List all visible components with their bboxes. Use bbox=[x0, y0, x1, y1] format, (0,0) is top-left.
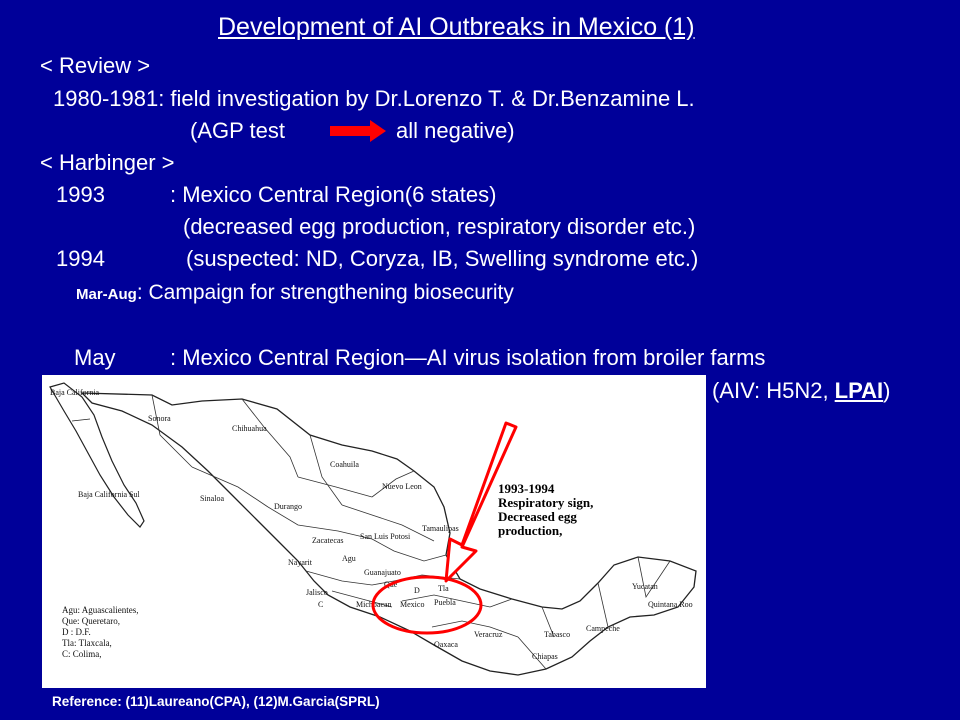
agp-test-result: all negative) bbox=[396, 118, 515, 143]
map-note-respiratory: Respiratory sign, bbox=[498, 495, 594, 510]
review-line: 1980-1981: field investigation by Dr.Lorenzo T. & Dr.Benzamine L. bbox=[53, 86, 695, 111]
legend-que: Que: Queretaro, bbox=[62, 616, 120, 626]
aiv-prefix: (AIV: H5N2, bbox=[712, 378, 835, 403]
map-label-tla: Tla bbox=[438, 584, 449, 593]
map-label-san-luis-potosi: San Luis Potosi bbox=[360, 532, 411, 541]
map-label-d: D bbox=[414, 586, 420, 595]
year-1994-text: (suspected: ND, Coryza, IB, Swelling syndrome etc.) bbox=[186, 246, 699, 271]
map-label-mexico: Mexico bbox=[400, 600, 425, 609]
year-1993: 1993 bbox=[56, 182, 105, 207]
map-label-yucatan: Yucatan bbox=[632, 582, 658, 591]
agp-test-label: (AGP test bbox=[190, 118, 285, 143]
map-label-jalisco: Jalisco bbox=[306, 588, 328, 597]
year-1993-text: : Mexico Central Region(6 states) bbox=[170, 182, 497, 207]
slide-title: Development of AI Outbreaks in Mexico (1) bbox=[218, 13, 695, 41]
map-label-campeche: Campeche bbox=[586, 624, 620, 633]
map-label-zacatecas: Zacatecas bbox=[312, 536, 344, 545]
map-label-quintana-roo: Quintana Roo bbox=[648, 600, 693, 609]
year-1993-detail: (decreased egg production, respiratory disorder etc.) bbox=[183, 214, 696, 239]
map-label-guanajuato: Guanajuato bbox=[364, 568, 401, 577]
map-label-sinaloa: Sinaloa bbox=[200, 494, 224, 503]
map-label-nayarit: Nayarit bbox=[288, 558, 312, 567]
map-label-veracruz: Veracruz bbox=[474, 630, 503, 639]
review-heading: < Review > bbox=[40, 53, 151, 78]
map-label-agu: Agu bbox=[342, 554, 356, 563]
harbinger-heading: < Harbinger > bbox=[40, 150, 175, 175]
map-label-c: C bbox=[318, 600, 324, 609]
may-label: May bbox=[74, 345, 116, 370]
legend-agu: Agu: Aguascalientes, bbox=[62, 605, 139, 615]
map-label-durango: Durango bbox=[274, 502, 302, 511]
mar-aug-text: : Campaign for strengthening biosecurity bbox=[136, 281, 514, 304]
right-arrow-icon bbox=[328, 117, 388, 145]
map-label-baja-california: Baja California bbox=[50, 388, 100, 397]
map-label-michoacan: Michoacan bbox=[356, 600, 392, 609]
map-label-chihuahua: Chihuahua bbox=[232, 424, 267, 433]
reference-line: Reference: (11)Laureano(CPA), (12)M.Garcia(SPRL) bbox=[52, 694, 380, 709]
legend-tla: Tla: Tlaxcala, bbox=[62, 638, 112, 648]
mar-aug-label: Mar-Aug bbox=[76, 286, 137, 303]
map-note-years: 1993-1994 bbox=[498, 481, 555, 496]
aiv-suffix: ) bbox=[883, 378, 891, 403]
map-label-que: Que bbox=[384, 580, 398, 589]
legend-df: D : D.F. bbox=[62, 627, 91, 637]
map-label-tamaulipas: Tamaulipas bbox=[422, 524, 459, 533]
map-label-chiapas: Chiapas bbox=[532, 652, 558, 661]
map-label-puebla: Puebla bbox=[434, 598, 456, 607]
lpai-link: LPAI bbox=[834, 378, 884, 403]
map-label-coahuila: Coahuila bbox=[330, 460, 359, 469]
mexico-map bbox=[42, 375, 706, 688]
aiv-line bbox=[712, 378, 890, 404]
mexico-map-drawing bbox=[42, 375, 706, 688]
map-label-sonora: Sonora bbox=[148, 414, 171, 423]
map-note-production: production, bbox=[498, 523, 563, 538]
map-note-decreased: Decreased egg bbox=[498, 509, 577, 524]
map-label-oaxaca: Oaxaca bbox=[434, 640, 458, 649]
map-label-nuevo-leon: Nuevo Leon bbox=[382, 482, 422, 491]
map-label-tabasco: Tabasco bbox=[544, 630, 571, 639]
legend-colima: C: Colima, bbox=[62, 649, 102, 659]
may-text: : Mexico Central Region—AI virus isolation from broiler farms bbox=[170, 345, 766, 370]
map-label-baja-california-sul: Baja California Sul bbox=[78, 490, 140, 499]
year-1994: 1994 bbox=[56, 246, 105, 271]
